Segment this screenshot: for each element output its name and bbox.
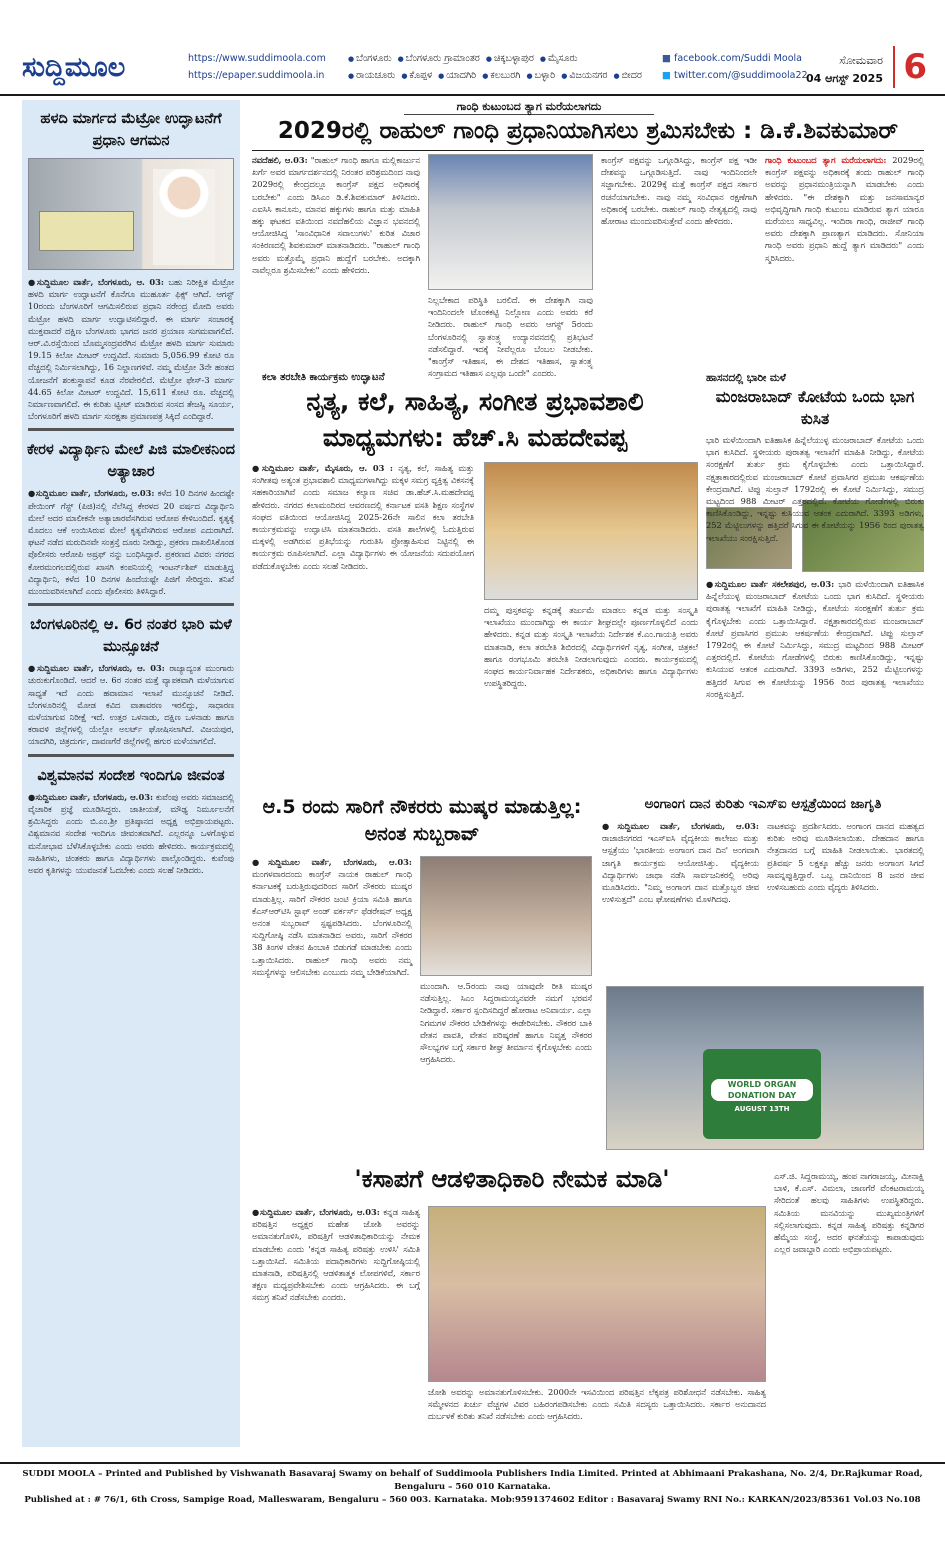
web-links bbox=[188, 50, 326, 84]
city-item: ● ಯಾದಗಿರಿ bbox=[438, 70, 476, 81]
organ-headline: ಅಂಗಾಂಗ ದಾನ ಕುರಿತು ಇಎಸ್ಐ ಆಸ್ಪತ್ರೆಯಿಂದ ಜಾಗೃತಿ bbox=[644, 796, 882, 812]
kasapa-stage-photo bbox=[428, 1206, 766, 1382]
city-nav-row-1 bbox=[348, 50, 578, 68]
dateline bbox=[806, 52, 883, 88]
city-item: ● ರಾಯಚೂರು bbox=[348, 70, 395, 81]
divider bbox=[28, 603, 234, 606]
organ-col-1: ●ಸುದ್ದಿಮೂಲ ವಾರ್ತೆ, ಬೆಂಗಳೂರು, ಆ.03: ರಾಜಾಜಿನಗರದ ಇಎಸ್ಐಸಿ ವೈದ್ಯಕೀಯ ಕಾಲೇಜು ಮತ್ತು ಆಸ್ಪತ್ರೆಯು 'ಭಾರತೀಯ ಅಂಗಾಂಗ ದಾನ ದಿನ' ಅಂಗವಾಗಿ ಜಾಗೃತಿ ಕಾರ್ಯಕ್ರಮ ಆಯೋಜಿಸಿತ್ತು. ವೈದ್ಯಕೀಯ ವಿದ್ಯಾರ್ಥಿಗಳು ಜಾಥಾ ನಡೆಸಿ ಸಾರ್ವಜನಿಕರಲ್ಲಿ ಅರಿವು ಮೂಡಿಸಿದರು. "ನಿಮ್ಮ ಅಂಗಾಂಗ ದಾನ ಮತ್ತೊಬ್ಬರ ಜೀವ ಉಳಿಸುತ್ತದೆ" ಎಂಬ ಘೋಷಣೆಗಳು ಮೊಳಗಿದವು. bbox=[602, 821, 759, 905]
organ-col-2: ನಾಟಕವನ್ನು ಪ್ರದರ್ಶಿಸಿದರು. ಅಂಗಾಂಗ ದಾನದ ಮಹತ್ವದ ಕುರಿತು ಅರಿವು ಮೂಡಿಸಲಾಯಿತು. ದೇಹದಾನ ಹಾಗೂ ನೇತ್ರದಾನದ ಬಗ್ಗೆ ಮಾಹಿತಿ ನೀಡಲಾಯಿತು. ಭಾರತದಲ್ಲಿ ಪ್ರತಿವರ್ಷ 5 ಲಕ್ಷಕ್ಕೂ ಹೆಚ್ಚು ಜನರು ಅಂಗಾಂಗ ಸಿಗದೆ ಸಾವನ್ನಪ್ಪುತ್ತಿದ್ದಾರೆ. ಒಬ್ಬ ದಾನಿಯಿಂದ 8 ಜನರ ಜೀವ ಉಳಿಸಬಹುದು ಎಂದು ವೈದ್ಯರು ತಿಳಿಸಿದರು. bbox=[767, 821, 924, 893]
culture-photo-buddha-statue bbox=[484, 462, 698, 600]
organ-rally-photo bbox=[606, 986, 924, 1150]
city-item: ● ವಿಜಯನಗರ bbox=[561, 70, 607, 81]
city-item: ● ಕೊಪ್ಪಳ bbox=[401, 70, 432, 81]
kasapa-col-2: ಜೋಶಿ ಅವರನ್ನು ಅಮಾನತುಗೊಳಿಸಬೇಕು. 2000ನೇ ಇಸವಿಯಿಂದ ಪರಿಷತ್ತಿನ ಲೆಕ್ಕಪತ್ರ ಪರಿಶೋಧನೆ ನಡೆಸಬೇಕು. ಸಾಹಿತ್ಯ ಸಮ್ಮೇಳನದ ಖರ್ಚು ವೆಚ್ಚಗಳ ವಿವರ ಬಹಿರಂಗಪಡಿಸಬೇಕು ಎಂದು ಸಮಿತಿ ಸದಸ್ಯರು ಒತ್ತಾಯಿಸಿದರು. ಸರ್ಕಾರ ಅನುದಾನದ ದುರ್ಬಳಕೆ ಕುರಿತು ತನಿಖೆ ನಡೆಸಬೇಕು ಎಂದು ಆಗ್ರಹಿಸಿದರು. bbox=[428, 1387, 766, 1422]
organ-donation-banner: WORLD ORGAN DONATION DAY AUGUST 13TH bbox=[703, 1049, 821, 1139]
lead-headline: 2029ರಲ್ಲಿ ರಾಹುಲ್ ಗಾಂಧಿ ಪ್ರಧಾನಿಯಾಗಿಸಲು ಶ್ರಮಿಸಬೇಕು : ಡಿ.ಕೆ.ಶಿವಕುಮಾರ್ bbox=[277, 118, 899, 144]
rain-headline: ಬೆಂಗಳೂರಿನಲ್ಲಿ ಆ. 6ರ ನಂತರ ಭಾರಿ ಮಳೆ ಮುನ್ಸೂಚನೆ bbox=[30, 617, 232, 656]
hassan-headline: ಮಂಜರಾಬಾದ್ ಕೋಟೆಯ ಒಂದು ಭಾಗ ಕುಸಿತ bbox=[715, 388, 915, 428]
lead-col-3: ಕಾಂಗ್ರೆಸ್ ಪಕ್ಷವನ್ನು ಒಗ್ಗೂಡಿಸಿದ್ದು, ಕಾಂಗ್ರೆಸ್ ಪಕ್ಷ ಇಡೀ ದೇಶವನ್ನು ಒಗ್ಗೂಡಿಸುತ್ತಿದೆ. ನಾವು ಇಂದಿನಿಂದಲೇ ಸಜ್ಜಾಗಬೇಕು. 2029ಕ್ಕೆ ಮತ್ತೆ ಕಾಂಗ್ರೆಸ್ ಪಕ್ಷದ ಸರ್ಕಾರ ರಚನೆಯಾಗಬೇಕು. ನಾವು ನಮ್ಮ ಸಂವಿಧಾನ ರಕ್ಷಣೆಗಾಗಿ ಅಧಿಕಾರಕ್ಕೆ ಬರಬೇಕು. ರಾಹುಲ್ ಗಾಂಧಿ ನೇತೃತ್ವದಲ್ಲಿ ನಾವು ಹೋರಾಟ ಮುಂದುವರಿಸುತ್ತೇವೆ ಎಂದು ಹೇಳಿದರು. bbox=[601, 155, 757, 227]
city-item: ● ಮೈಸೂರು bbox=[540, 53, 578, 64]
lead-photo-rahul-dks bbox=[428, 154, 593, 290]
divider bbox=[28, 428, 234, 431]
masthead bbox=[0, 40, 945, 96]
newspaper-logo: ಸುದ್ದಿಮೂಲ bbox=[22, 52, 126, 83]
hassan-article bbox=[706, 372, 924, 784]
city-item: ● ಬೆಂಗಳೂರು bbox=[348, 53, 392, 64]
anant-press-meet-photo bbox=[420, 856, 592, 976]
date-label: 04 ಆಗಸ್ಟ್ 2025 bbox=[806, 72, 883, 85]
metro-photo bbox=[28, 158, 234, 270]
imprint-footer bbox=[0, 1462, 945, 1504]
divider bbox=[28, 754, 234, 757]
vishwa-article bbox=[22, 761, 240, 878]
facebook-icon: ■ bbox=[662, 53, 671, 64]
culture-headline: ನೃತ್ಯ, ಕಲೆ, ಸಾಹಿತ್ಯ, ಸಂಗೀತ ಪ್ರಭಾವಶಾಲಿ ಮಾಧ್ಯಮಗಳು: ಹೆಚ್.ಸಿ ಮಹದೇವಪ್ಪ bbox=[306, 387, 644, 452]
city-item: ● ಚಿಕ್ಕಬಳ್ಳಾಪುರ bbox=[486, 53, 534, 64]
anant-headline: ಆ.5 ರಂದು ಸಾರಿಗೆ ನೌಕರರು ಮುಷ್ಕರ ಮಾಡುತ್ತಿಲ್ಲ: ಅನಂತ ಸುಬ್ಬರಾವ್ bbox=[262, 796, 582, 845]
twitter-icon: ■ bbox=[662, 70, 671, 81]
city-nav-row-2 bbox=[348, 67, 642, 85]
lead-col-2: ನಿಲ್ಲಬೇಕಾದ ಪರಿಸ್ಥಿತಿ ಬರಲಿದೆ. ಈ ದೇಶಕ್ಕಾಗಿ ನಾವು ಇಂದಿನಿಂದಲೇ ಟೊಂಕಕಟ್ಟಿ ನಿಲ್ಲೋಣ ಎಂದು ಅವರು ಕರೆ ನೀಡಿದರು. ರಾಹುಲ್ ಗಾಂಧಿ ಅವರು ಆಗಸ್ಟ್ 5ರಂದು ಬೆಂಗಳೂರಿನಲ್ಲಿ ಸ್ವಾತಂತ್ರ್ಯ ಉದ್ಯಾನವನದಲ್ಲಿ ಪ್ರತಿಭಟನೆ ನಡೆಸಲಿದ್ದಾರೆ. ಇದಕ್ಕೆ ನೀವೆಲ್ಲರೂ ಬೆಂಬಲ ನೀಡಬೇಕು. "ಕಾಂಗ್ರೆಸ್ ಇತಿಹಾಸ, ಈ ದೇಶದ ಇತಿಹಾಸ, ಸ್ವಾತಂತ್ರ್ಯ ಸಂಗ್ರಾಮದ ಇತಿಹಾಸ ಎಲ್ಲವೂ ಒಂದೇ" ಎಂದರು. bbox=[428, 295, 593, 379]
hassan-text: ●ಸುದ್ದಿಮೂಲ ವಾರ್ತೆ ಸಕಲೇಶಪುರ, ಆ.03: ಭಾರಿ ಮಳೆಯಿಂದಾಗಿ ಐತಿಹಾಸಿಕ ಹಿನ್ನೆಲೆಯುಳ್ಳ ಮಂಜರಾಬಾದ್ ಕೋಟೆಯ ಒಂದು ಭಾಗ ಕುಸಿದಿದೆ. ಸ್ಥಳೀಯರು ಪುರಾತತ್ವ ಇಲಾಖೆಗೆ ಮಾಹಿತಿ ನೀಡಿದ್ದು, ಕೋಟೆಯ ಸಂರಕ್ಷಣೆಗೆ ತುರ್ತು ಕ್ರಮ ಕೈಗೊಳ್ಳಬೇಕು ಎಂದು ಒತ್ತಾಯಿಸಿದ್ದಾರೆ. ನಕ್ಷತ್ರಾಕಾರದಲ್ಲಿರುವ ಮಂಜರಾಬಾದ್ ಕೋಟೆ ಪ್ರವಾಸಿಗರ ಪ್ರಮುಖ ಆಕರ್ಷಣೆಯ ಕೇಂದ್ರವಾಗಿದೆ. ಟಿಪ್ಪು ಸುಲ್ತಾನ್ 1792ರಲ್ಲಿ ಈ ಕೋಟೆ ನಿರ್ಮಿಸಿದ್ದು, ಸಮುದ್ರ ಮಟ್ಟದಿಂದ 988 ಮೀಟರ್ ಎತ್ತರದಲ್ಲಿದೆ. ಕೋಟೆಯ ಗೋಡೆಗಳಲ್ಲಿ ಬಿರುಕು ಕಾಣಿಸಿಕೊಂಡಿದ್ದು, ಇನ್ನಷ್ಟು ಕುಸಿಯುವ ಆತಂಕ ಎದುರಾಗಿದೆ. 3393 ಅಡಿಗಳು, 252 ಮೆಟ್ಟಿಲುಗಳನ್ನು ಹತ್ತಿದರೆ ಸಿಗುವ ಈ ಕೋಟೆಯನ್ನು 1956 ರಿಂದ ಪುರಾತತ್ವ ಇಲಾಖೆಯು ಸಂರಕ್ಷಿಸುತ್ತಿದೆ. bbox=[706, 579, 925, 699]
imprint-line-2: Published at : # 76/1, 6th Cross, Sampige Road, Malleswaram, Bengaluru – 560 003. Karnataka. Mob:9591374602 Editor : Basavaraj Swamy RNI No.: KARKAN/2023/85361 Vol.03 No.108 bbox=[24, 1495, 921, 1505]
vishwa-body: ●ಸುದ್ದಿಮೂಲ ವಾರ್ತೆ, ಬೆಂಗಳೂರು, ಆ.03: ಕುವೆಂಪು ಅವರು ಸಮಾಜದಲ್ಲಿ ವೈಚಾರಿಕ ಪ್ರಜ್ಞೆ ಮೂಡಿಸಿದ್ದರು. ಜಾತೀಯತೆ, ಮೌಢ್ಯ ನಿರ್ಮೂಲನೆಗೆ ಶ್ರಮಿಸಿದ್ದರು ಎಂದು ಬಿ.ಎಂ.ಶ್ರೀ ಪ್ರತಿಷ್ಠಾನದ ಅಧ್ಯಕ್ಷ ಅಭಿಪ್ರಾಯಪಟ್ಟರು. ವಿಶ್ವಮಾನವ ಸಂದೇಶ ಇಂದಿಗೂ ಜೀವಂತವಾಗಿದೆ. ಎಲ್ಲರನ್ನೂ ಒಳಗೊಳ್ಳುವ ಮನೋಭಾವ ಬೆಳೆಸಿಕೊಳ್ಳಬೇಕು ಎಂದು ಅವರು ಹೇಳಿದರು. ಕಾರ್ಯಕ್ರಮದಲ್ಲಿ ಸಾಹಿತಿಗಳು, ಚಿಂತಕರು ಹಾಗೂ ವಿದ್ಯಾರ್ಥಿಗಳು ಪಾಲ್ಗೊಂಡಿದ್ದರು. ಕುವೆಂಪು ಅವರ ಕೃತಿಗಳನ್ನು ಯುವಜನತೆ ಓದಬೇಕು ಎಂದು ಸಲಹೆ ನೀಡಿದರು. bbox=[28, 791, 235, 875]
rain-article bbox=[22, 610, 240, 749]
kerala-article bbox=[22, 435, 240, 599]
rain-body: ●ಸುದ್ದಿಮೂಲ ವಾರ್ತೆ, ಬೆಂಗಳೂರು, ಆ. 03: ರಾಜ್ಯಾದ್ಯಂತ ಮುಂಗಾರು ಚುರುಕುಗೊಂಡಿದೆ. ಆದರೆ ಆ. 6ರ ನಂತರ ಮತ್ತೆ ವ್ಯಾಪಕವಾಗಿ ಮಳೆಯಾಗುವ ಸಾಧ್ಯತೆ ಇದೆ ಎಂದು ಹವಾಮಾನ ಇಲಾಖೆ ಮುನ್ಸೂಚನೆ ನೀಡಿದೆ. ಬೆಂಗಳೂರಿನಲ್ಲಿ ಮೋಡ ಕವಿದ ವಾತಾವರಣ ಇರಲಿದ್ದು, ಸಾಧಾರಣ ಮಳೆಯಾಗುವ ನಿರೀಕ್ಷೆ ಇದೆ. ಉತ್ತರ ಒಳನಾಡು, ದಕ್ಷಿಣ ಒಳನಾಡು ಹಾಗೂ ಕರಾವಳಿ ಜಿಲ್ಲೆಗಳಲ್ಲಿ ಯೆಲ್ಲೋ ಅಲರ್ಟ್ ಘೋಷಿಸಲಾಗಿದೆ. ವಿಜಯಪುರ, ಯಾದಗಿರಿ, ಚಿತ್ರದುರ್ಗ, ದಾವಣಗೆರೆ ಜಿಲ್ಲೆಗಳಲ್ಲಿ ಹಗುರ ಮಳೆಯಾಗಲಿದೆ. bbox=[28, 663, 234, 747]
organ-article bbox=[602, 794, 924, 1152]
culture-kicker: ಕಲಾ ತರಬೇತಿ ಕಾರ್ಯಕ್ರಮ ಉದ್ಘಾಟನೆ bbox=[262, 372, 385, 383]
imprint-line-1: SUDDI MOOLA – Printed and Published by Vishwanath Basavaraj Swamy on behalf of Suddimoola Publishers India Limited. Printed at Abhimaani Prakashana, No. 2/4, Dr.Rajkumar Road, Bengaluru – 560 010 Karnataka. bbox=[22, 1469, 923, 1492]
divider bbox=[252, 150, 924, 151]
culture-col-2: ದಮ್ಮ ಪುಸ್ತಕವನ್ನು ಕನ್ನಡಕ್ಕೆ ತರ್ಜುಮೆ ಮಾಡಲು ಕನ್ನಡ ಮತ್ತು ಸಂಸ್ಕೃತಿ ಇಲಾಖೆಯು ಮುಂದಾಗಿದ್ದು ಈ ಕಾರ್ಯ ಶೀಘ್ರದಲ್ಲೇ ಪೂರ್ಣಗೊಳ್ಳಲಿದೆ ಎಂದು ಹೇಳಿದರು. ಕನ್ನಡ ಮತ್ತು ಸಂಸ್ಕೃತಿ ಇಲಾಖೆಯ ನಿರ್ದೇಶಕ ಕೆ.ಎಂ.ಗಾಯತ್ರಿ ಅವರು ಮಾತನಾಡಿ, ಕಲಾ ತರಬೇತಿ ಶಿಬಿರದಲ್ಲಿ ವಿದ್ಯಾರ್ಥಿಗಳಿಗೆ ನೃತ್ಯ, ಸಂಗೀತ, ಚಿತ್ರಕಲೆ ಹಾಗೂ ರಂಗಭೂಮಿ ತರಬೇತಿ ನೀಡಲಾಗುವುದು ಎಂದರು. ಕಾರ್ಯಕ್ರಮದಲ್ಲಿ ಸಂಘದ ಕಾರ್ಯನಿರ್ವಾಹಕ ನಿರ್ದೇಶಕರು, ಅಧಿಕಾರಿಗಳು ಹಾಗೂ ವಿದ್ಯಾರ್ಥಿಗಳು ಉಪಸ್ಥಿತರಿದ್ದರು. bbox=[484, 605, 698, 689]
vishwa-headline: ವಿಶ್ವಮಾನವ ಸಂದೇಶ ಇಂದಿಗೂ ಜೀವಂತ bbox=[37, 767, 225, 784]
culture-col-1: ●ಸುದ್ದಿಮೂಲ ವಾರ್ತೆ, ಮೈಸೂರು, ಆ. 03 : ನೃತ್ಯ, ಕಲೆ, ಸಾಹಿತ್ಯ ಮತ್ತು ಸಂಗೀತವು ಅತ್ಯಂತ ಪ್ರಭಾವಶಾಲಿ ಮಾಧ್ಯಮಗಳಾಗಿದ್ದು ಮಕ್ಕಳ ಸಮಗ್ರ ವ್ಯಕ್ತಿತ್ವ ವಿಕಸನಕ್ಕೆ ಸಹಕಾರಿಯಾಗಿವೆ ಎಂದು ಸಮಾಜ ಕಲ್ಯಾಣ ಸಚಿವ ಡಾ.ಹೆಚ್.ಸಿ.ಮಹದೇವಪ್ಪ ಹೇಳಿದರು. ನಗರದ ಕಲಾಮಂದಿರದ ಆವರಣದಲ್ಲಿ ಕರ್ನಾಟಕ ವಸತಿ ಶಿಕ್ಷಣ ಸಂಸ್ಥೆಗಳ ಸಂಘದ ವತಿಯಿಂದ ಆಯೋಜಿಸಿದ್ದ 2025-26ನೇ ಸಾಲಿನ ಕಲಾ ತರಬೇತಿ ಕಾರ್ಯಕ್ರಮವನ್ನು ಉದ್ಘಾಟಿಸಿ ಮಾತನಾಡಿದರು. ವಸತಿ ಶಾಲೆಗಳಲ್ಲಿ ಓದುತ್ತಿರುವ ಮಕ್ಕಳಲ್ಲಿ ಅಡಗಿರುವ ಪ್ರತಿಭೆಯನ್ನು ಗುರುತಿಸಿ ಪ್ರೋತ್ಸಾಹಿಸುವ ನಿಟ್ಟಿನಲ್ಲಿ ಈ ಕಾರ್ಯಕ್ರಮ ರೂಪಿಸಲಾಗಿದೆ. ಎಲ್ಲಾ ವಿದ್ಯಾರ್ಥಿಗಳು ಈ ಯೋಜನೆಯ ಸದುಪಯೋಗ ಪಡೆದುಕೊಳ್ಳಬೇಕು ಎಂದು ಸಲಹೆ ನೀಡಿದರು. bbox=[252, 463, 475, 571]
website-link[interactable]: https://www.suddimoola.com bbox=[188, 53, 326, 64]
kasapa-headline: 'ಕಸಾಪಗೆ ಆಡಳಿತಾಧಿಕಾರಿ ನೇಮಕ ಮಾಡಿ' bbox=[354, 1165, 670, 1193]
metro-headline: ಹಳದಿ ಮಾರ್ಗದ ಮೆಟ್ರೋ ಉದ್ಘಾಟನೆಗೆ ಪ್ರಧಾನಿ ಆಗಮನ bbox=[40, 111, 222, 149]
sidebar bbox=[22, 100, 240, 1447]
lead-col-4: ಗಾಂಧಿ ಕುಟುಂಬದ ತ್ಯಾಗ ಮರೆಯಲಾಗದು: 2029ರಲ್ಲಿ ಕಾಂಗ್ರೆಸ್ ಪಕ್ಷವನ್ನು ಅಧಿಕಾರಕ್ಕೆ ತಂದು ರಾಹುಲ್ ಗಾಂಧಿ ಅವರನ್ನು ಪ್ರಧಾನಮಂತ್ರಿಯನ್ನಾಗಿ ಮಾಡಬೇಕು ಎಂದು ಹೇಳಿದರು. "ಈ ದೇಶಕ್ಕಾಗಿ ಮತ್ತು ಜನಸಾಮಾನ್ಯರ ಅಭಿವೃದ್ಧಿಗಾಗಿ ಗಾಂಧಿ ಕುಟುಂಬ ಮಾಡಿರುವ ತ್ಯಾಗ ಯಾರೂ ಮರೆಯಲು ಸಾಧ್ಯವಿಲ್ಲ. ಇಂದಿರಾ ಗಾಂಧಿ, ರಾಜೀವ್ ಗಾಂಧಿ ಅವರು ದೇಶಕ್ಕಾಗಿ ಪ್ರಾಣತ್ಯಾಗ ಮಾಡಿದರು. ಸೋನಿಯಾ ಗಾಂಧಿ ಅವರು ಪ್ರಧಾನಿ ಹುದ್ದೆ ತ್ಯಾಗ ಮಾಡಿದರು" ಎಂದು ಸ್ಮರಿಸಿದರು. bbox=[765, 155, 925, 263]
modi-portrait-image bbox=[153, 169, 215, 265]
day-label: ಸೋಮವಾರ bbox=[839, 54, 883, 67]
city-item: ● ಕಲಬುರಗಿ bbox=[482, 70, 520, 81]
anant-col-1: ●ಸುದ್ದಿಮೂಲ ವಾರ್ತೆ, ಬೆಂಗಳೂರು, ಆ.03: ಮಂಗಳವಾರದಂದು ಕಾಂಗ್ರೆಸ್ ನಾಯಕ ರಾಹುಲ್ ಗಾಂಧಿ ಕರ್ನಾಟಕಕ್ಕೆ ಬರುತ್ತಿರುವುದರಿಂದ ಸಾರಿಗೆ ನೌಕರರು ಮುಷ್ಕರ ಮಾಡುತ್ತಿಲ್ಲ. ಸಾರಿಗೆ ನೌಕರರ ಜಂಟಿ ಕ್ರಿಯಾ ಸಮಿತಿ ಹಾಗೂ ಕೆಎಸ್ಆರ್‌ಟಿಸಿ ಸ್ಟಾಫ್ ಅಂಡ್ ವರ್ಕರ್ಸ್ ಫೆಡರೇಷನ್ ಅಧ್ಯಕ್ಷ ಅನಂತ ಸುಬ್ಬರಾವ್ ಸ್ಪಷ್ಟಪಡಿಸಿದರು. ಬೆಂಗಳೂರಿನಲ್ಲಿ ಸುದ್ದಿಗೋಷ್ಠಿ ನಡೆಸಿ ಮಾತನಾಡಿದ ಅವರು, ಸಾರಿಗೆ ನೌಕರರ 38 ತಿಂಗಳ ವೇತನ ಹಿಂಬಾಕಿ ಬಿಡುಗಡೆ ಮಾಡಬೇಕು ಎಂದು ಒತ್ತಾಯಿಸಿದರು. ರಾಹುಲ್ ಗಾಂಧಿ ಅವರು ನಮ್ಮ ಸಮಸ್ಯೆಗಳನ್ನು ಆಲಿಸಬೇಕು ಎಂಬುದು ನಮ್ಮ ಬೇಡಿಕೆಯಾಗಿದೆ. bbox=[252, 857, 412, 977]
anant-col-2: ಮುಂದಾಗಿ. ಆ.5ರಂದು ನಾವು ಯಾವುದೇ ರೀತಿ ಮುಷ್ಕರ ನಡೆಸುತ್ತಿಲ್ಲ. ಸಿಎಂ ಸಿದ್ದರಾಮಯ್ಯನವರೇ ನಮಗೆ ಭರವಸೆ ನೀಡಿದ್ದಾರೆ. ಸರ್ಕಾರ ಸ್ಪಂದಿಸದಿದ್ದರೆ ಹೋರಾಟ ಅನಿವಾರ್ಯ. ಎಲ್ಲಾ ನಿಗಮಗಳ ನೌಕರರ ಬೇಡಿಕೆಗಳನ್ನು ಈಡೇರಿಸಬೇಕು. ನೌಕರರ ಬಾಕಿ ವೇತನ ಪಾವತಿ, ವೇತನ ಪರಿಷ್ಕರಣೆ ಹಾಗೂ ನಿವೃತ್ತ ನೌಕರರ ಸೌಲಭ್ಯಗಳ ಬಗ್ಗೆ ಸರ್ಕಾರ ಶೀಘ್ರ ತೀರ್ಮಾನ ಕೈಗೊಳ್ಳಬೇಕು ಎಂದು ಆಗ್ರಹಿಸಿದರು. bbox=[420, 981, 592, 1065]
facebook-link[interactable]: ■ facebook.com/Suddi Moola bbox=[662, 53, 802, 64]
kasapa-col-3: ಎಸ್.ಜಿ. ಸಿದ್ದರಾಮಯ್ಯ, ಹಂಪ ನಾಗರಾಜಯ್ಯ, ಮೀನಾಕ್ಷಿ ಬಾಳಿ, ಕೆ.ಎಸ್. ವಿಮಲಾ, ಜಾಣಗೆರೆ ವೆಂಕಟರಾಮಯ್ಯ ಸೇರಿದಂತೆ ಹಲವು ಸಾಹಿತಿಗಳು ಉಪಸ್ಥಿತರಿದ್ದರು. ಸಮಿತಿಯ ಮನವಿಯನ್ನು ಮುಖ್ಯಮಂತ್ರಿಗಳಿಗೆ ಸಲ್ಲಿಸಲಾಗುವುದು. ಕನ್ನಡ ಸಾಹಿತ್ಯ ಪರಿಷತ್ತು ಕನ್ನಡಿಗರ ಹೆಮ್ಮೆಯ ಸಂಸ್ಥೆ, ಅದರ ಘನತೆಯನ್ನು ಕಾಪಾಡುವುದು ಎಲ್ಲರ ಜವಾಬ್ದಾರಿ ಎಂದು ಅಭಿಪ್ರಾಯಪಟ್ಟರು. bbox=[774, 1171, 924, 1255]
anant-article bbox=[252, 794, 592, 1152]
city-item: ● ಬೀದರ bbox=[614, 70, 642, 81]
metro-body: ●ಸುದ್ದಿಮೂಲ ವಾರ್ತೆ, ಬೆಂಗಳೂರು, ಆ. 03: ಬಹು ನಿರೀಕ್ಷಿತ ಮೆಟ್ರೋ ಹಳದಿ ಮಾರ್ಗ ಉದ್ಘಾಟನೆಗೆ ಕೊನೆಗೂ ಮುಹೂರ್ತ ಫಿಕ್ಸ್ ಆಗಿದೆ. ಆಗಸ್ಟ್ 10ರಂದು ಬೆಂಗಳೂರಿಗೆ ಆಗಮಿಸಲಿರುವ ಪ್ರಧಾನಿ ನರೇಂದ್ರ ಮೋದಿ ಅವರು ಮೆಟ್ರೋ ಹಳದಿ ಮಾರ್ಗ ಉದ್ಘಾಟಿಸಲಿದ್ದಾರೆ. ಈ ಮಾರ್ಗ ಸಂಚಾರಕ್ಕೆ ಮುಕ್ತವಾದರೆ ದಕ್ಷಿಣ ಬೆಂಗಳೂರು ಭಾಗದ ಜನರ ಪ್ರಯಾಣ ಸುಗಮವಾಗಲಿದೆ. ಆರ್.ವಿ.ರಸ್ತೆಯಿಂದ ಬೊಮ್ಮಸಂದ್ರವರೆಗಿನ ಮೆಟ್ರೋ ಹಳದಿ ಮಾರ್ಗ ಸುಮಾರು 19.15 ಕಿಲೋ ಮೀಟರ್ ಉದ್ದವಿದೆ. ಸುಮಾರು 5,056.99 ಕೋಟಿ ರೂ ವೆಚ್ಚದಲ್ಲಿ ನಿರ್ಮಿಸಲಾಗಿದ್ದು, 16 ನಿಲ್ದಾಣಗಳಿವೆ. ನಮ್ಮ ಮೆಟ್ರೋ 3ನೇ ಹಂತದ ಯೋಜನೆಗೆ ಶಂಕುಸ್ಥಾಪನೆ ಕೂಡ ನೆರವೇರಲಿದೆ. ಮೆಟ್ರೋ ಫೇಸ್-3 ಮಾರ್ಗ 44.65 ಕಿಲೋ ಮೀಟರ್ ಉದ್ದವಿದೆ. 15,611 ಕೋಟಿ ರೂ. ವೆಚ್ಚದಲ್ಲಿ ನಿರ್ಮಾಣವಾಗಲಿದೆ. ಈ ಕುರಿತು ಟ್ವೀಟ್ ಮಾಡಿರುವ ಸಂಸದ ತೇಜಸ್ವಿ ಸೂರ್ಯ, ಬೆಂಗಳೂರಿಗೆ ಹಳದಿ ಮಾರ್ಗ ಸುರಕ್ಷತಾ ಪ್ರಮಾಣಪತ್ರ ಸಿಕ್ಕಿದೆ ಎಂದಿದ್ದಾರೆ. bbox=[28, 277, 234, 422]
culture-article bbox=[252, 372, 698, 784]
page-number: 6 bbox=[893, 46, 927, 88]
lead-kicker: ಗಾಂಧಿ ಕುಟುಂಬದ ತ್ಯಾಗ ಮರೆಯಲಾಗದು bbox=[404, 100, 654, 115]
metro-article bbox=[22, 100, 240, 424]
twitter-link[interactable]: ■ twitter.com/@suddimoola22 bbox=[662, 70, 808, 81]
metro-train-image bbox=[39, 211, 134, 251]
hassan-intro: ಭಾರಿ ಮಳೆಯಿಂದಾಗಿ ಐತಿಹಾಸಿಕ ಹಿನ್ನೆಲೆಯುಳ್ಳ ಮಂಜರಾಬಾದ್ ಕೋಟೆಯ ಒಂದು ಭಾಗ ಕುಸಿದಿದೆ. ಸ್ಥಳೀಯರು ಪುರಾತತ್ವ ಇಲಾಖೆಗೆ ಮಾಹಿತಿ ನೀಡಿದ್ದು, ಕೋಟೆಯ ಸಂರಕ್ಷಣೆಗೆ ತುರ್ತು ಕ್ರಮ ಕೈಗೊಳ್ಳಬೇಕು ಎಂದು ಒತ್ತಾಯಿಸಿದ್ದಾರೆ. ನಕ್ಷತ್ರಾಕಾರದಲ್ಲಿರುವ ಮಂಜರಾಬಾದ್ ಕೋಟೆ ಪ್ರವಾಸಿಗರ ಪ್ರಮುಖ ಆಕರ್ಷಣೆಯ ಕೇಂದ್ರವಾಗಿದೆ. ಟಿಪ್ಪು ಸುಲ್ತಾನ್ 1792ರಲ್ಲಿ ಈ ಕೋಟೆ ನಿರ್ಮಿಸಿದ್ದು, ಸಮುದ್ರ ಮಟ್ಟದಿಂದ 988 ಮೀಟರ್ ಎತ್ತರದಲ್ಲಿದೆ. ಕೋಟೆಯ ಗೋಡೆಗಳಲ್ಲಿ ಬಿರುಕು ಕಾಣಿಸಿಕೊಂಡಿದ್ದು, ಇನ್ನಷ್ಟು ಕುಸಿಯುವ ಆತಂಕ ಎದುರಾಗಿದೆ. 3393 ಅಡಿಗಳು, 252 ಮೆಟ್ಟಿಲುಗಳನ್ನು ಹತ್ತಿದರೆ ಸಿಗುವ ಈ ಕೋಟೆಯನ್ನು 1956 ರಿಂದ ಪುರಾತತ್ವ ಇಲಾಖೆಯು ಸಂರಕ್ಷಿಸುತ್ತಿದೆ. bbox=[706, 435, 924, 543]
city-item: ● ಬೆಂಗಳೂರು ಗ್ರಾಮಾಂತರ bbox=[398, 53, 480, 64]
kasapa-article bbox=[252, 1162, 924, 1454]
epaper-link[interactable]: https://epaper.suddimoola.in bbox=[188, 70, 325, 81]
city-item: ● ಬಳ್ಳಾರಿ bbox=[526, 70, 555, 81]
hassan-kicker: ಹಾಸನದಲ್ಲಿ ಭಾರೀ ಮಳೆ bbox=[706, 372, 786, 384]
lead-col-1: ನವದೆಹಲಿ, ಆ.03: "ರಾಹುಲ್ ಗಾಂಧಿ ಹಾಗೂ ಮಲ್ಲಿಕಾರ್ಜುನ ಖರ್ಗೆ ಅವರ ಮಾರ್ಗದರ್ಶನದಲ್ಲಿ ನಿರಂತರ ಪರಿಶ್ರಮದಿಂದ ನಾವು 2029ರಲ್ಲಿ ಕೇಂದ್ರದಲ್ಲೂ ಕಾಂಗ್ರೆಸ್ ಪಕ್ಷದ ಅಧಿಕಾರಕ್ಕೆ ಬರಬೇಕು" ಎಂದು ಡಿಸಿಎಂ ಡಿ.ಕೆ.ಶಿವಕುಮಾರ್ ತಿಳಿಸಿದರು. ಎಐಸಿಸಿ ಕಾನೂನು, ಮಾನವ ಹಕ್ಕುಗಳು ಹಾಗೂ ಮತ್ತು ಮಾಹಿತಿ ಹಕ್ಕು ಘಟಕದ ವತಿಯಿಂದ ನವದೆಹಲಿಯ ವಿಜ್ಞಾನ ಭವನದಲ್ಲಿ ಆಯೋಜಿಸಿದ್ದ 'ಸಾಂವಿಧಾನಿಕ ಸವಾಲುಗಳು' ಕುರಿತ ವಿಚಾರ ಸಂಕಿರಣದಲ್ಲಿ ಶಿವಕುಮಾರ್ ಮಾತನಾಡಿದರು. "ರಾಹುಲ್ ಗಾಂಧಿ ಅವರು ಮತ್ತೊಮ್ಮೆ ಪ್ರಧಾನಿ ಹುದ್ದೆಗೆ ಬರಬೇಕು. ಅದಕ್ಕಾಗಿ ನಾವೆಲ್ಲರೂ ಶ್ರಮಿಸಬೇಕು" ಎಂದು ಹೇಳಿದರು. bbox=[252, 155, 420, 275]
kasapa-col-1: ●ಸುದ್ದಿಮೂಲ ವಾರ್ತೆ, ಬೆಂಗಳೂರು, ಆ.03: ಕನ್ನಡ ಸಾಹಿತ್ಯ ಪರಿಷತ್ತಿನ ಅಧ್ಯಕ್ಷರ ಮಹೇಶ ಜೋಶಿ ಅವರನ್ನು ಅಮಾನತುಗೊಳಿಸಿ, ಪರಿಷತ್ತಿಗೆ ಆಡಳಿತಾಧಿಕಾರಿಯನ್ನು ನೇಮಕ ಮಾಡಬೇಕು ಎಂದು 'ಕನ್ನಡ ಸಾಹಿತ್ಯ ಪರಿಷತ್ತು ಉಳಿಸಿ' ಸಮಿತಿ ಒತ್ತಾಯಿಸಿದೆ. ಸಮಿತಿಯ ಪದಾಧಿಕಾರಿಗಳು ಸುದ್ದಿಗೋಷ್ಠಿಯಲ್ಲಿ ಮಾತನಾಡಿ, ಪರಿಷತ್ತಿನಲ್ಲಿ ಆಡಳಿತಾತ್ಮಕ ಲೋಪಗಳಿವೆ, ಸರ್ಕಾರ ತಕ್ಷಣ ಮಧ್ಯಪ್ರವೇಶಿಸಬೇಕು ಎಂದು ಆಗ್ರಹಿಸಿದರು. ಈ ಬಗ್ಗೆ ಸಮಗ್ರ ತನಿಖೆ ನಡೆಸಬೇಕು ಎಂದರು. bbox=[252, 1207, 421, 1303]
kerala-body: ●ಸುದ್ದಿಮೂಲ ವಾರ್ತೆ, ಬೆಂಗಳೂರು, ಆ.03: ಕಳೆದ 10 ದಿನಗಳ ಹಿಂದಷ್ಟೇ ಪೇಯಿಂಗ್ ಗೆಸ್ಟ್ (ಪಿಜಿ)ನಲ್ಲಿ ನೆಲೆಸಿದ್ದ ಕೇರಳದ 20 ವರ್ಷದ ವಿದ್ಯಾರ್ಥಿನಿ ಮೇಲೆ ಅದರ ಮಾಲೀಕನೇ ಅತ್ಯಾಚಾರವೆಸಗಿರುವ ಆರೋಪ ಕೇಳಿಬಂದಿದೆ. ಕೃತ್ಯಕ್ಕೆ ಮೊದಲು ಆಕೆ ಉಯಿಸಿರುವ ಮೇಲೆ ಕೃತ್ಯವೆಸಗಿರುವ ಆರೋಪ ಎದುರಾಗಿದೆ. ಘಟನೆ ನಡೆದ ಮರುದಿನವೇ ಸಂತ್ರಸ್ತೆ ದೂರು ನೀಡಿದ್ದು, ಪ್ರಕರಣ ದಾಖಲಿಸಿಕೊಂಡ ಪೊಲೀಸರು ಆರೋಪಿ ಅಷ್ರಫ್ ನನ್ನು ಬಂಧಿಸಿದ್ದಾರೆ. ಪ್ರಕರಣದ ವಿವರ: ನಗರದ ಕೋರಮಂಗಲದಲ್ಲಿರುವ ಖಾಸಗಿ ಕಂಪನಿಯಲ್ಲಿ ಇಂಟರ್ನ್‌ಶಿಪ್ ಮಾಡುತ್ತಿದ್ದ ವಿದ್ಯಾರ್ಥಿನಿ, ಕಳೆದ 10 ದಿನಗಳ ಹಿಂದೆಯಷ್ಟೇ ಪಿಜಿಗೆ ಸೇರಿದ್ದರು. ತನಿಖೆ ಮುಂದುವರಿಸಲಾಗಿದೆ ಎಂದು ಪೊಲೀಸರು ತಿಳಿಸಿದ್ದಾರೆ. bbox=[28, 488, 234, 597]
kerala-headline: ಕೇರಳ ವಿದ್ಯಾರ್ಥಿನಿ ಮೇಲೆ ಪಿಜಿ ಮಾಲೀಕನಿಂದ ಅತ್ಯಾಚಾರ bbox=[26, 442, 236, 481]
social-links bbox=[662, 50, 808, 84]
